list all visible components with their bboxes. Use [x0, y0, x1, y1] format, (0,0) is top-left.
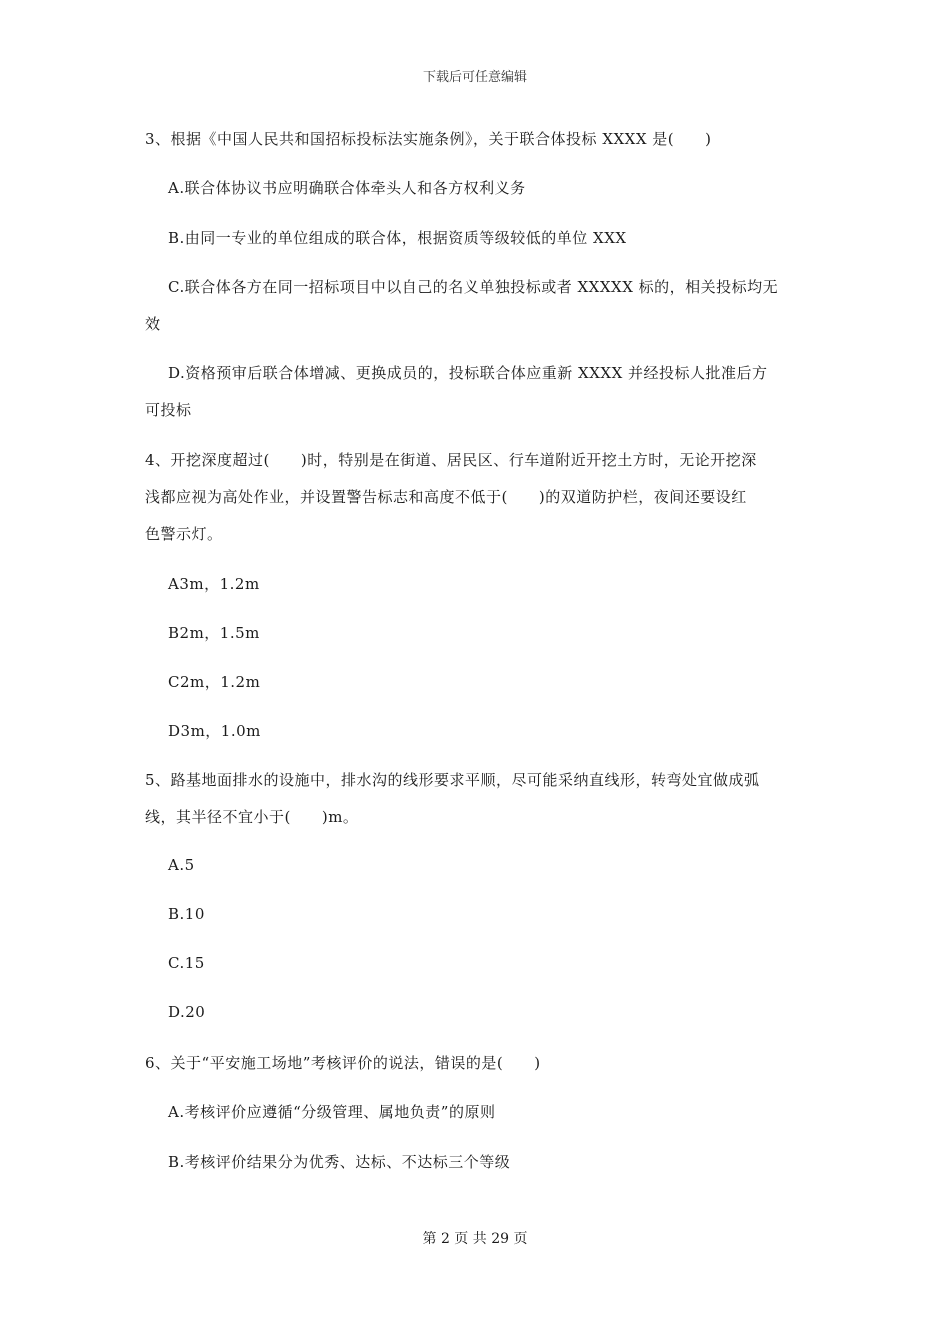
question-5-option-c: C.15: [168, 954, 205, 972]
question-4-stem-line2: 浅都应视为高处作业，并设置警告标志和高度不低于( )的双道防护栏，夜间还要设红: [145, 488, 747, 506]
page-header: 下载后可任意编辑: [422, 70, 527, 85]
question-3-stem: 3、根据《中国人民共和国招标投标法实施条例》，关于联合体投标 XXXX 是( ): [145, 130, 712, 148]
question-4-stem-line1: 4、开挖深度超过( )时，特别是在街道、居民区、行车道附近开挖土方时，无论开挖深: [145, 451, 757, 469]
question-3-option-d-cont: 可投标: [145, 401, 192, 419]
question-6-option-b: B.考核评价结果分为优秀、达标、不达标三个等级: [168, 1153, 511, 1171]
question-4-option-c: C2m，1.2m: [168, 673, 261, 691]
question-5-option-b: B.10: [168, 905, 205, 923]
question-6-stem: 6、关于“平安施工场地”考核评价的说法，错误的是( ): [145, 1054, 541, 1072]
question-4-option-b: B2m，1.5m: [168, 624, 260, 642]
question-4-option-d: D3m，1.0m: [168, 722, 261, 740]
question-5-option-a: A.5: [168, 856, 195, 874]
page-footer: 第 2 页 共 29 页: [422, 1231, 528, 1247]
question-5-stem-line1: 5、路基地面排水的设施中，排水沟的线形要求平顺，尽可能采纳直线形，转弯处宜做成弧: [145, 771, 760, 789]
question-3-option-c-cont: 效: [145, 315, 161, 333]
question-6-option-a: A.考核评价应遵循“分级管理、属地负责”的原则: [168, 1103, 496, 1121]
question-3-option-a: A.联合体协议书应明确联合体牵头人和各方权利义务: [168, 179, 526, 197]
question-5-option-d: D.20: [168, 1003, 206, 1021]
question-3-option-c: C.联合体各方在同一招标项目中以自己的名义单独投标或者 XXXXX 标的，相关投标均无: [168, 278, 779, 296]
question-3-option-b: B.由同一专业的单位组成的联合体，根据资质等级较低的单位 XXX: [168, 229, 627, 247]
question-3-option-d: D.资格预审后联合体增减、更换成员的，投标联合体应重新 XXXX 并经投标人批准后方: [168, 364, 768, 382]
question-5-stem-line2: 线，其半径不宜小于( )m。: [145, 808, 359, 826]
question-4-stem-line3: 色警示灯。: [145, 525, 223, 543]
question-4-option-a: A3m，1.2m: [168, 575, 260, 593]
